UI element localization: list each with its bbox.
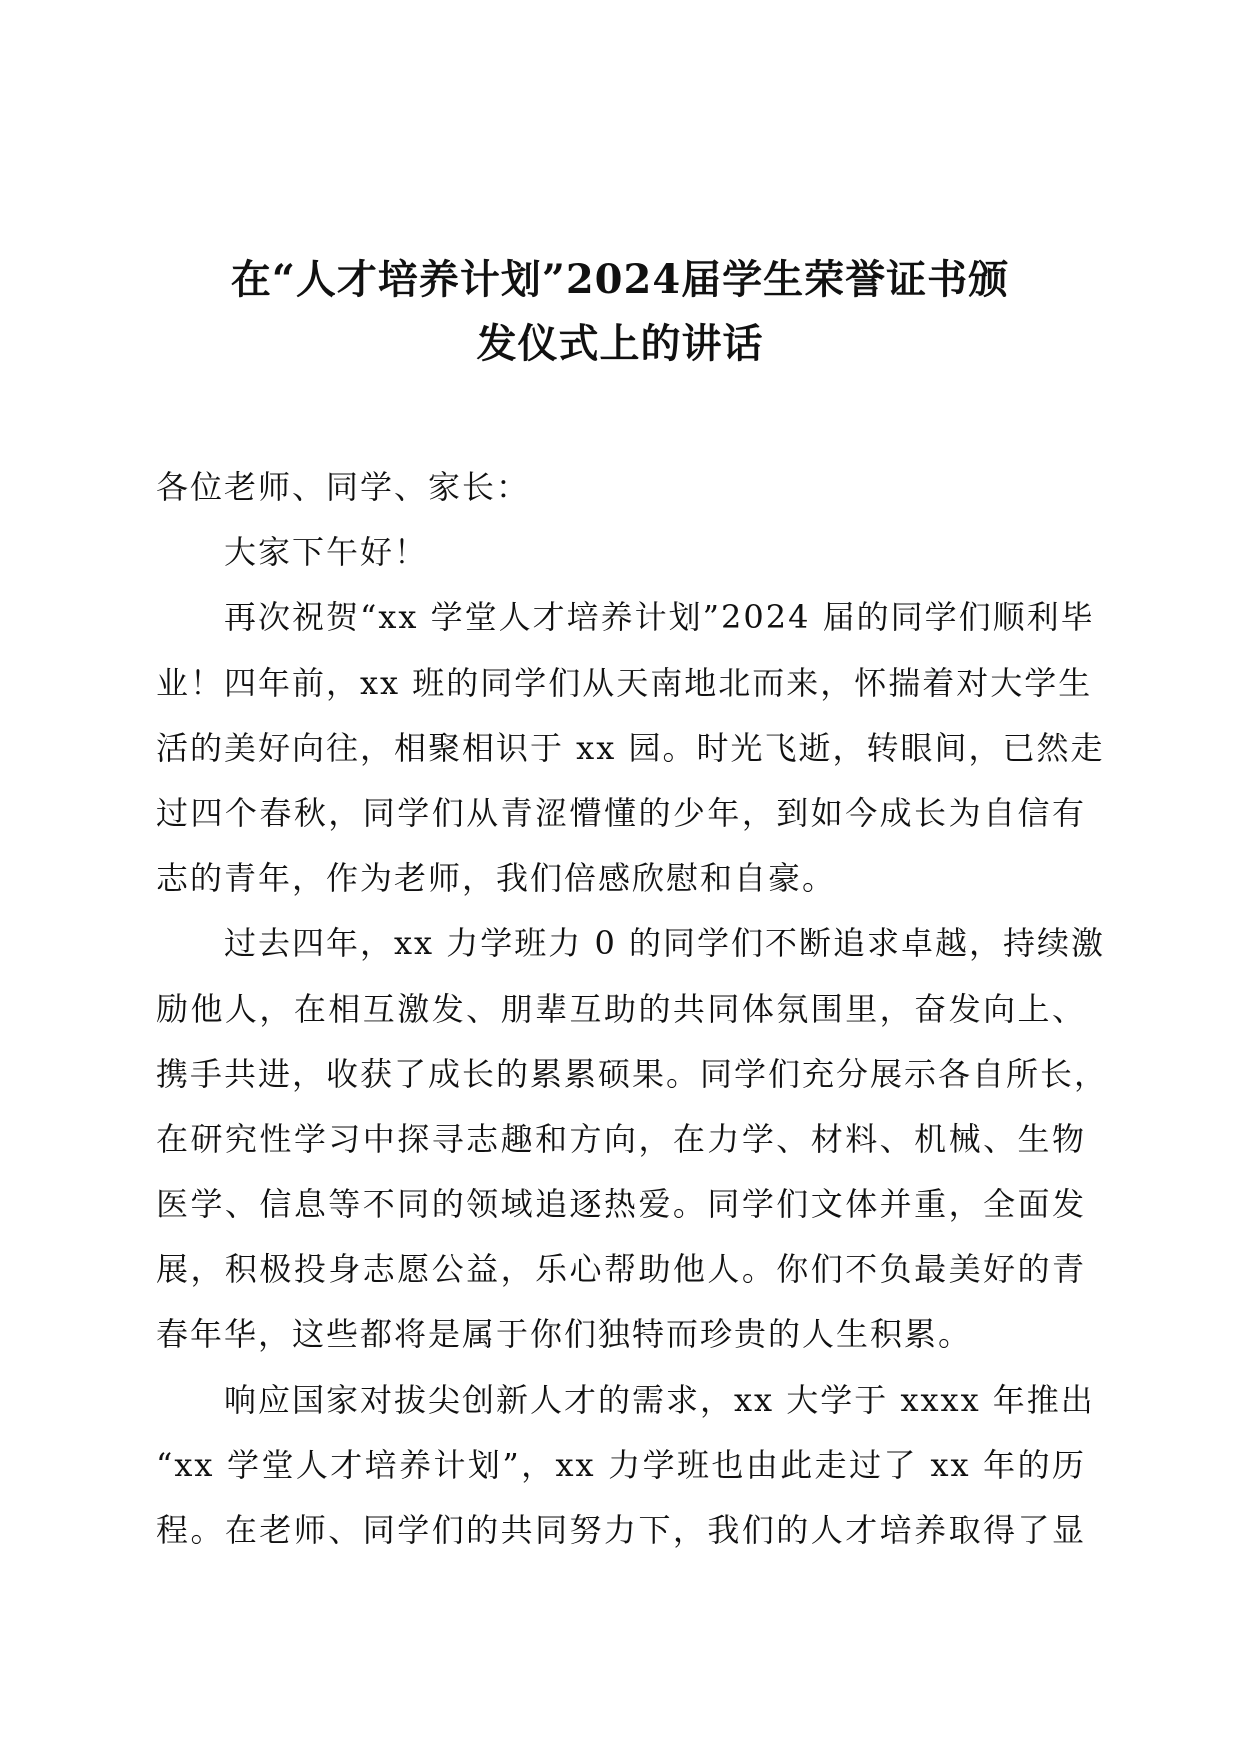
greeting: 大家下午好！ [224,533,429,572]
document-body [156,455,1109,1563]
paragraph-1-line-2: 业！四年前，xx 班的同学们从天南地北而来，怀揣着对大学生 [156,663,1093,702]
paragraph-2-line-5: 医学、信息等不同的领域追逐热爱。同学们文体并重，全面发 [156,1185,1086,1224]
salutation: 各位老师、同学、家长： [156,468,531,506]
paragraph-2-line-2: 励他人，在相互激发、朋辈互助的共同体氛围里，奋发向上、 [156,989,1086,1028]
paragraph-2-line-3: 携手共进，收获了成长的累累硕果。同学们充分展示各自所长， [156,1054,1109,1093]
paragraph-3-line-3: 程。在老师、同学们的共同努力下，我们的人才培养取得了显 [156,1511,1086,1549]
title-line-1: 在“人才培养计划”2024届学生荣誉证书颁 [230,256,1010,303]
paragraph-1-line-5: 志的青年，作为老师，我们倍感欣慰和自豪。 [156,859,837,898]
paragraph-2-line-7: 春年华，这些都将是属于你们独特而珍贵的人生积累。 [156,1315,973,1354]
paragraph-3-line-2: “xx 学堂人才培养计划”，xx 力学班也由此走过了 xx 年的历 [156,1445,1086,1484]
document-title [120,248,1120,376]
paragraph-1-line-3: 活的美好向往，相聚相识于 xx 园。时光飞逝，转眼间，已然走 [156,728,1105,767]
paragraph-3-line-1: 响应国家对拔尖创新人才的需求，xx 大学于 xxxx 年推出 [224,1380,1095,1419]
paragraph-1-line-4: 过四个春秋，同学们从青涩懵懂的少年，到如今成长为自信有 [156,793,1086,832]
paragraph-2-line-1: 过去四年，xx 力学班力 0 的同学们不断追求卓越，持续激 [224,924,1105,963]
paragraph-2-line-4: 在研究性学习中探寻志趣和方向，在力学、材料、机械、生物 [156,1119,1086,1158]
paragraph-1-line-1: 再次祝贺“xx 学堂人才培养计划”2024 届的同学们顺利毕 [224,598,1095,637]
title-line-2: 发仪式上的讲话 [476,320,764,367]
paragraph-2-line-6: 展，积极投身志愿公益，乐心帮助他人。你们不负最美好的青 [156,1250,1086,1289]
